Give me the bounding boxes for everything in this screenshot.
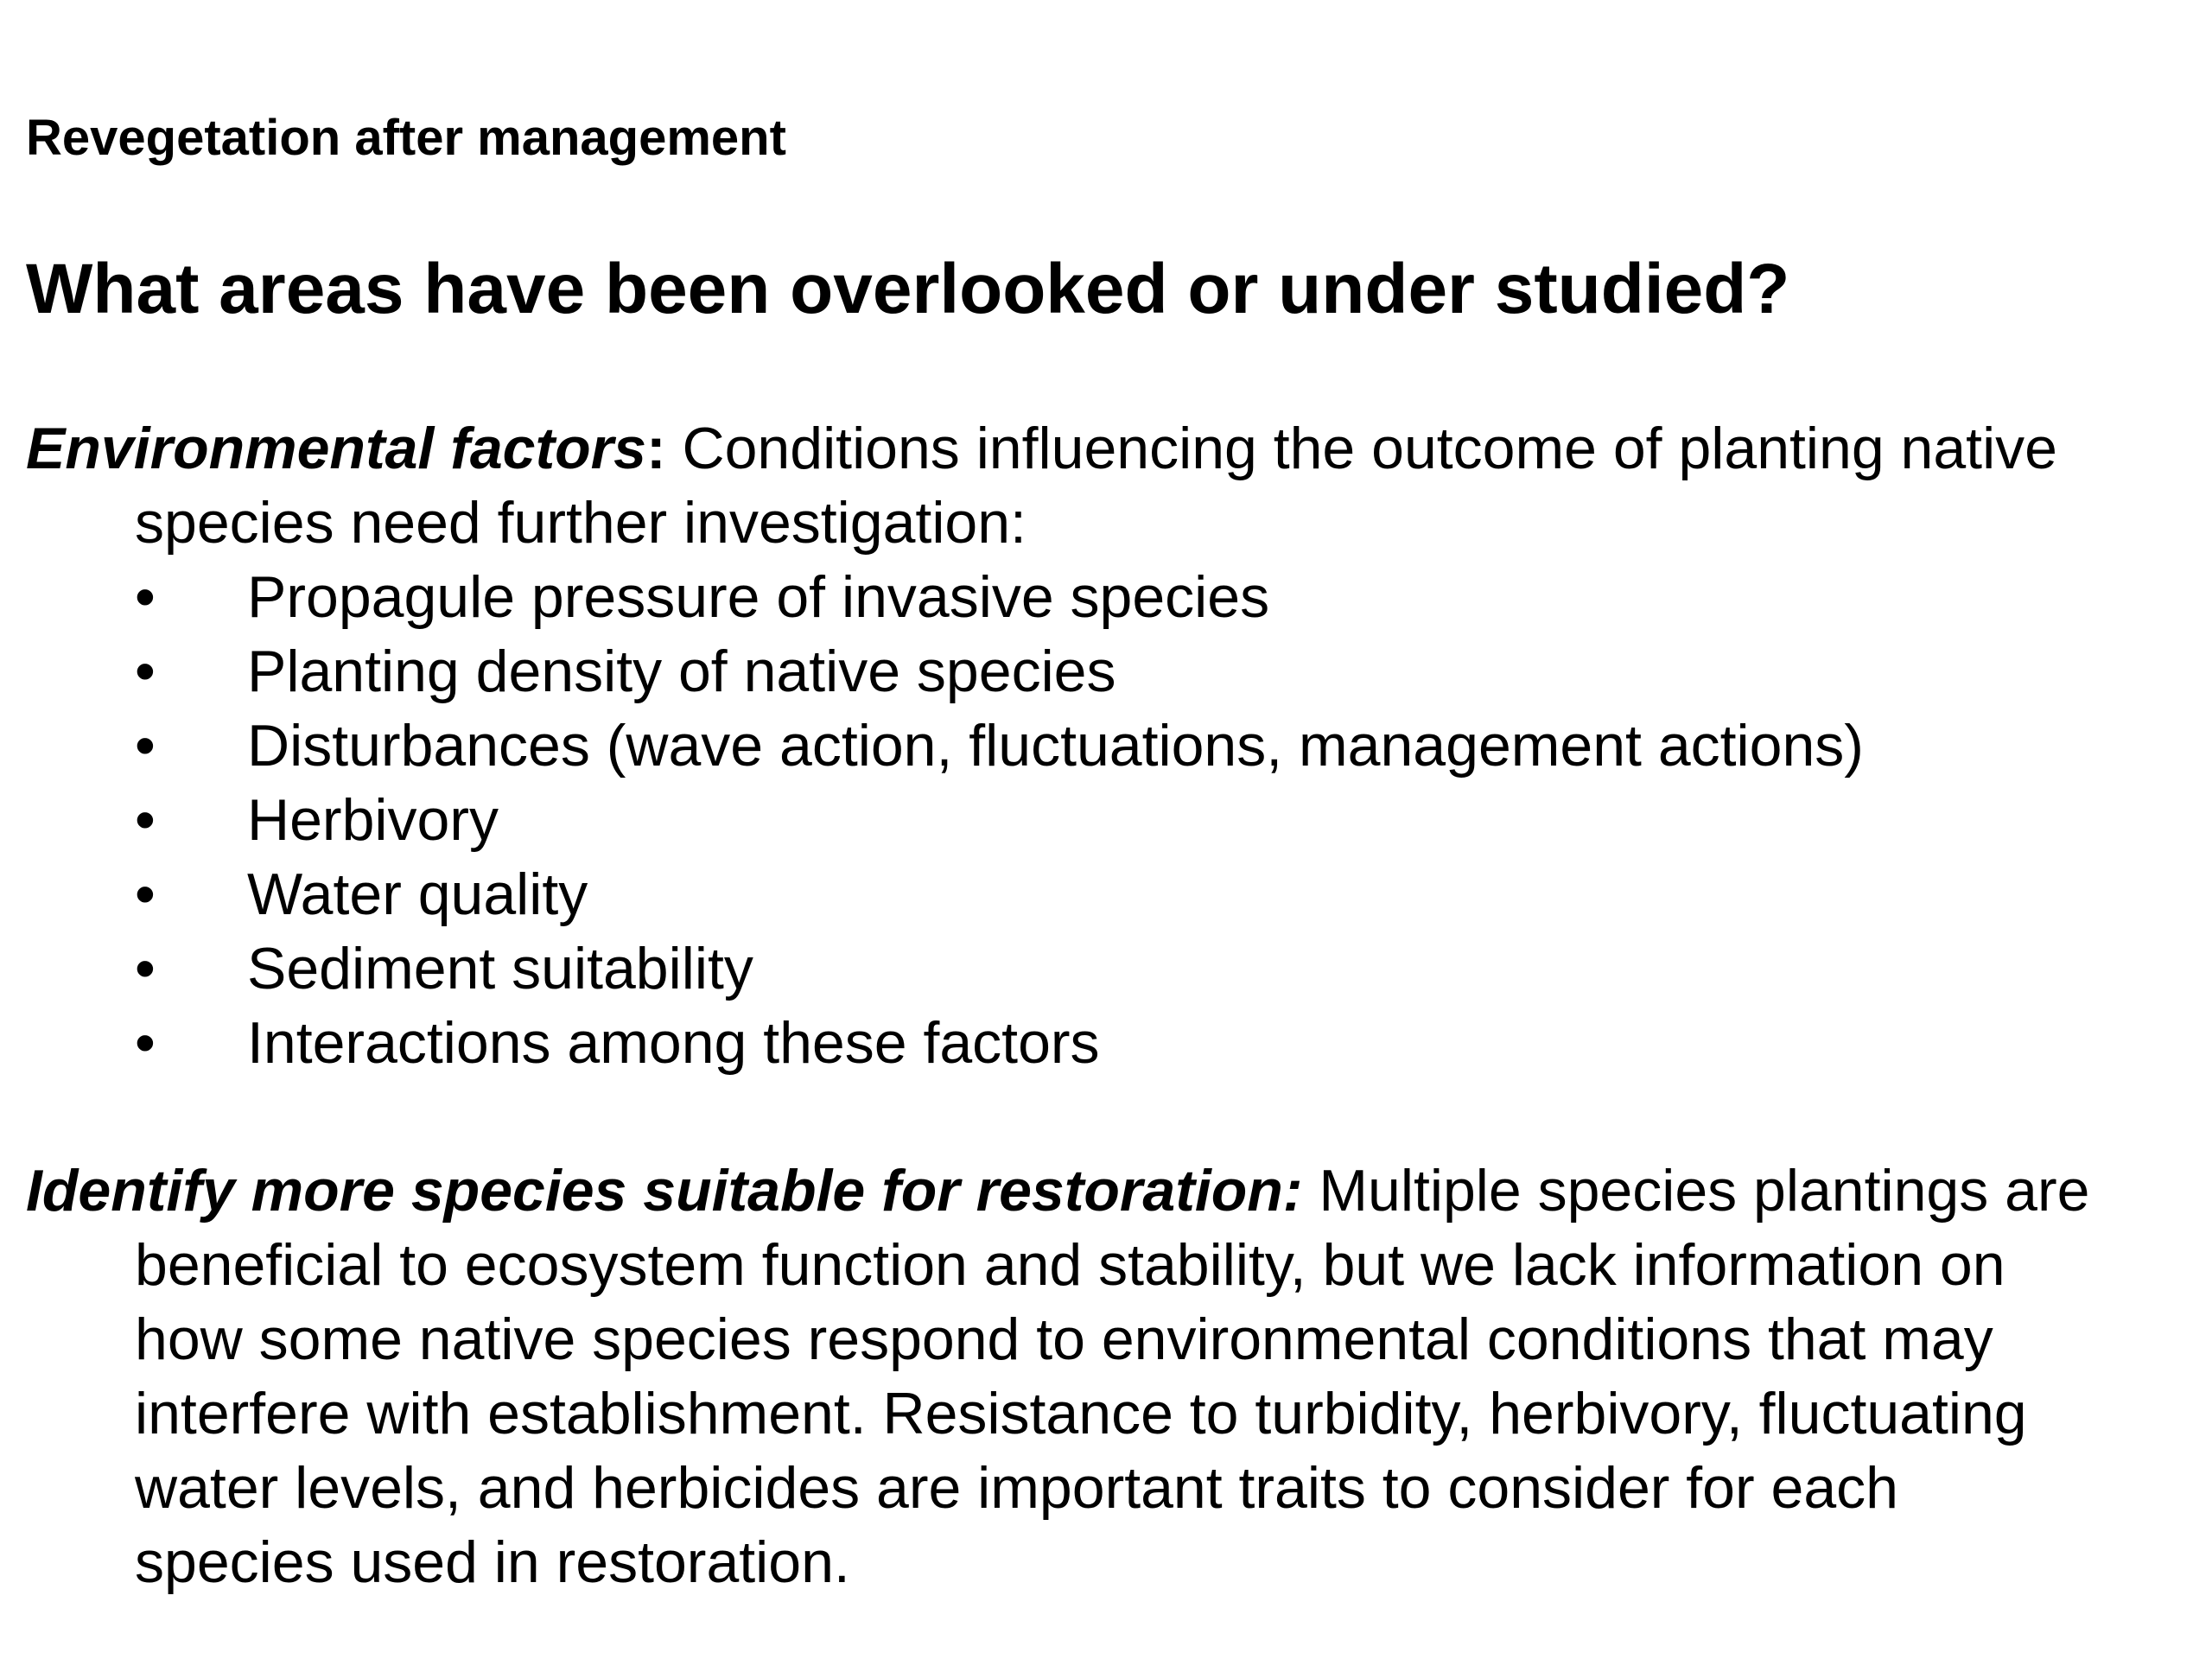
- environmental-factors-first-line: [26, 411, 2203, 486]
- list-item-text: Interactions among these factors: [247, 1010, 1100, 1076]
- list-item-text: Disturbances (wave action, fluctuations, management actions): [247, 713, 1864, 779]
- species-lead: Identify more species suitable for restoration:: [26, 1158, 1303, 1224]
- bullet-icon: •: [135, 564, 156, 630]
- list-item-text: Propagule pressure of invasive species: [247, 564, 1270, 630]
- list-item: [135, 634, 1864, 709]
- environmental-factors-continuation: species need further investigation:: [135, 490, 1027, 556]
- species-line: interfere with establishment. Resistance to turbidity, herbivory, fluctuating: [135, 1381, 2027, 1446]
- environmental-factors-paragraph: [26, 411, 2203, 560]
- list-item: [135, 560, 1864, 634]
- slide-kicker: Revegetation after management: [26, 110, 786, 166]
- species-line: species used in restoration.: [135, 1529, 850, 1595]
- slide-heading: What areas have been overlooked or under studied?: [26, 250, 1790, 328]
- species-first-line: [26, 1154, 2203, 1228]
- environmental-factors-colon: :: [645, 416, 666, 481]
- bullet-icon: •: [135, 713, 156, 779]
- list-item: [135, 857, 1864, 931]
- species-text: Multiple species plantings are: [1302, 1158, 2090, 1224]
- species-paragraph: [26, 1154, 2203, 1599]
- list-item-text: Planting density of native species: [247, 639, 1116, 704]
- list-item: [135, 709, 1864, 783]
- list-item: [135, 783, 1864, 857]
- bullet-icon: •: [135, 639, 156, 704]
- bullet-icon: •: [135, 1010, 156, 1076]
- species-line: water levels, and herbicides are important traits to consider for each: [135, 1455, 1898, 1521]
- list-item-text: Herbivory: [247, 787, 499, 853]
- bullet-icon: •: [135, 787, 156, 853]
- list-item-text: Sediment suitability: [247, 936, 753, 1001]
- environmental-factors-text: Conditions influencing the outcome of planting native: [665, 416, 2057, 481]
- list-item: [135, 931, 1864, 1006]
- species-line: how some native species respond to environmental conditions that may: [135, 1306, 1993, 1372]
- species-line: beneficial to ecosystem function and stability, but we lack information on: [135, 1232, 2005, 1298]
- list-item: [135, 1006, 1864, 1080]
- list-item-text: Water quality: [247, 861, 588, 927]
- bullet-icon: •: [135, 861, 156, 927]
- bullet-icon: •: [135, 936, 156, 1001]
- environmental-factors-lead: Environmental factors: [26, 416, 646, 481]
- environmental-factors-list: [135, 560, 1864, 1080]
